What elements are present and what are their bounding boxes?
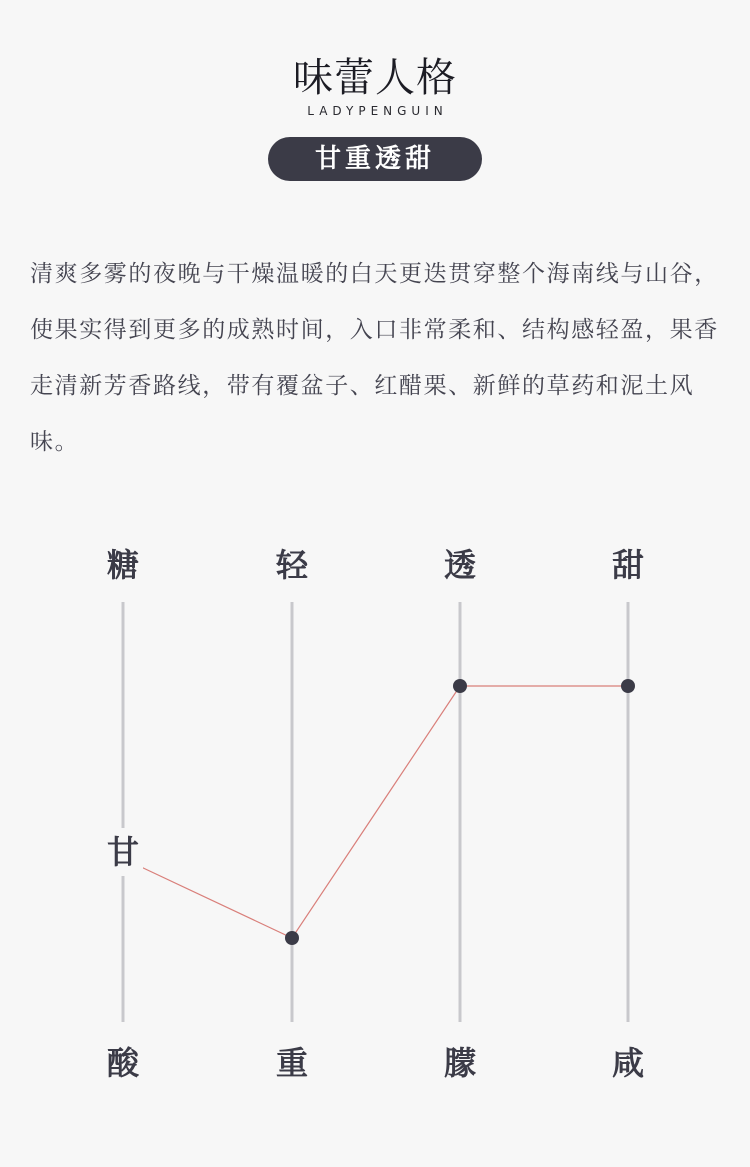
scale-bottom-label: 咸 [611, 1044, 644, 1082]
logo-subtitle: LADYPENGUIN [307, 104, 448, 118]
description-text: 清爽多雾的夜晚与干燥温暖的白天更迭贯穿整个海南线与山谷，使果实得到更多的成熟时间，入口非常柔和、结构感轻盈，果香走清新芳香路线，带有覆盆子、红醋栗、新鲜的草药和泥土风味。 [30, 261, 719, 455]
scale-top-label: 透 [443, 546, 476, 584]
profile-line [139, 686, 628, 938]
scale-top-label: 甜 [611, 546, 644, 584]
logo-title-text: 味蕾人格 [293, 55, 457, 101]
scale-bottom-label: 朦 [443, 1044, 476, 1082]
profile-line-group [139, 686, 628, 938]
scale-bottom-label: 酸 [106, 1044, 139, 1082]
profile-point-1-label: 甘 [106, 833, 139, 871]
profile-point-2 [285, 931, 299, 945]
profile-point-4 [621, 679, 635, 693]
flavor-badge: 甘重透甜 [268, 137, 482, 181]
scale-top-label: 糖 [106, 546, 139, 584]
scale-bottom-label: 重 [275, 1044, 308, 1082]
profile-point-3 [453, 679, 467, 693]
scale-top-label: 轻 [275, 546, 308, 584]
